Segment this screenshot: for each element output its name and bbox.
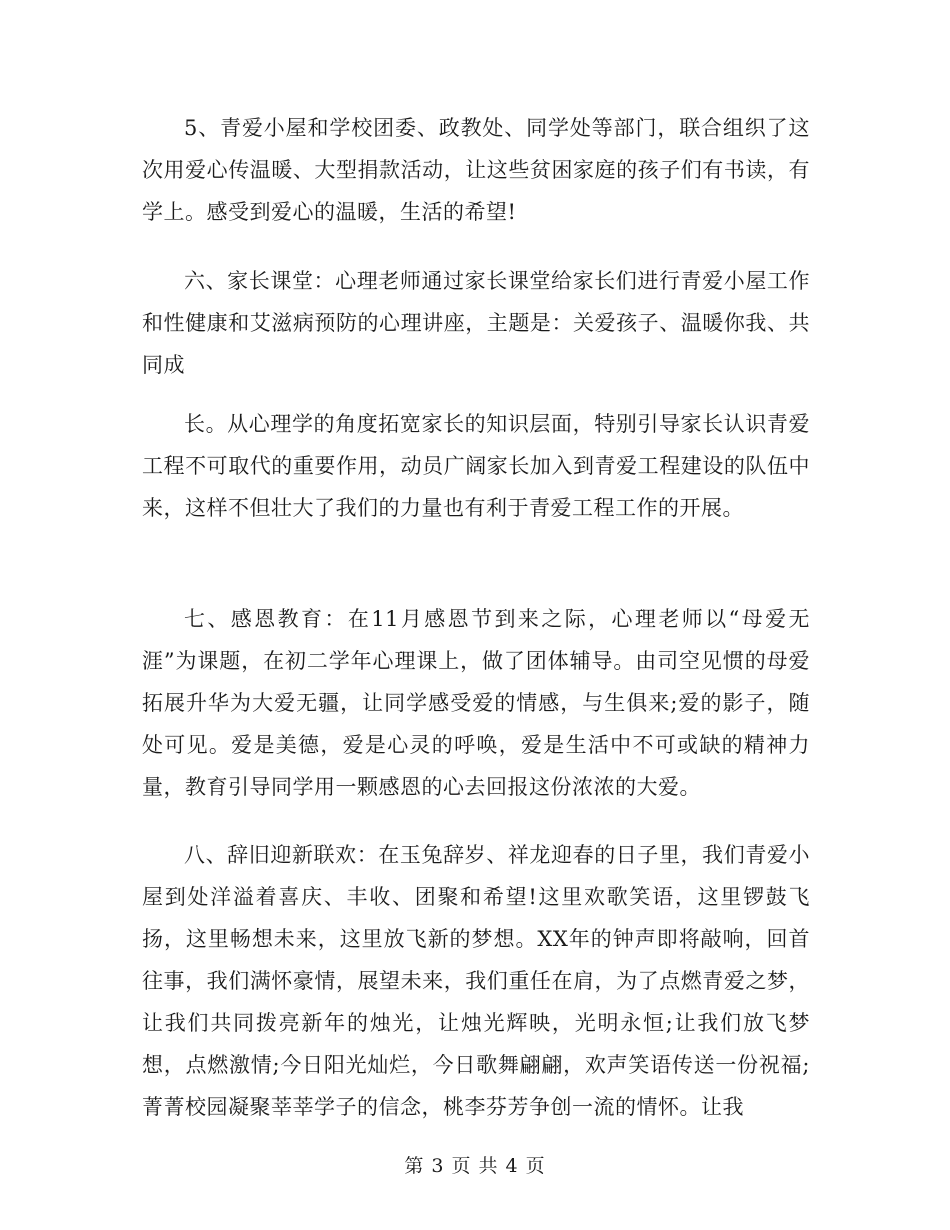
page-footer: 第 3 页 共 4 页 xyxy=(404,1155,546,1177)
paragraph-gratitude-education: 七、感恩教育：在11月感恩节到来之际，心理老师以“母爱无涯”为课题，在初二学年心理课上，做了团体辅导。由司空见惯的母爱拓展升华为大爱无疆，让同学感受爱的情感，与生俱来;爱的影子，随处可见。爱是美德，爱是心灵的呼唤，爱是生活中不可或缺的精神力量，教育引导同学用一颗感恩的心去回报这份浓浓的大爱。 xyxy=(142,607,810,799)
paragraph-parent-class-continued: 长。从心理学的角度拓宽家长的知识层面，特别引导家长认识青爱工程不可取代的重要作用，动员广阔家长加入到青爱工程建设的队伍中来，这样不但壮大了我们的力量也有利于青爱工程工作的开展。 xyxy=(142,412,810,520)
paragraph-parent-class: 六、家长课堂：心理老师通过家长课堂给家长们进行青爱小屋工作和性健康和艾滋病预防的心理讲座，主题是：关爱孩子、温暖你我、共同成 xyxy=(142,269,810,377)
paragraph-donation: 5、青爱小屋和学校团委、政教处、同学处等部门，联合组织了这次用爱心传温暖、大型捐款活动，让这些贫困家庭的孩子们有书读，有学上。感受到爱心的温暖，生活的希望! xyxy=(142,116,810,224)
paragraph-new-year-party: 八、辞旧迎新联欢：在玉兔辞岁、祥龙迎春的日子里，我们青爱小屋到处洋溢着喜庆、丰收、团聚和希望!这里欢歌笑语，这里锣鼓飞扬，这里畅想未来，这里放飞新的梦想。XX年的钟声即将敲响，回首往事，我们满怀豪情，展望未来，我们重任在肩，为了点燃青爱之梦，让我们共同拨亮新年的烛光，让烛光辉映，光明永恒;让我们放飞梦想，点燃激情;今日阳光灿烂，今日歌舞翩翩，欢声笑语传送一份祝福;菁菁校园凝聚莘莘学子的信念，桃李芬芳争创一流的情怀。让我 xyxy=(142,843,810,1119)
